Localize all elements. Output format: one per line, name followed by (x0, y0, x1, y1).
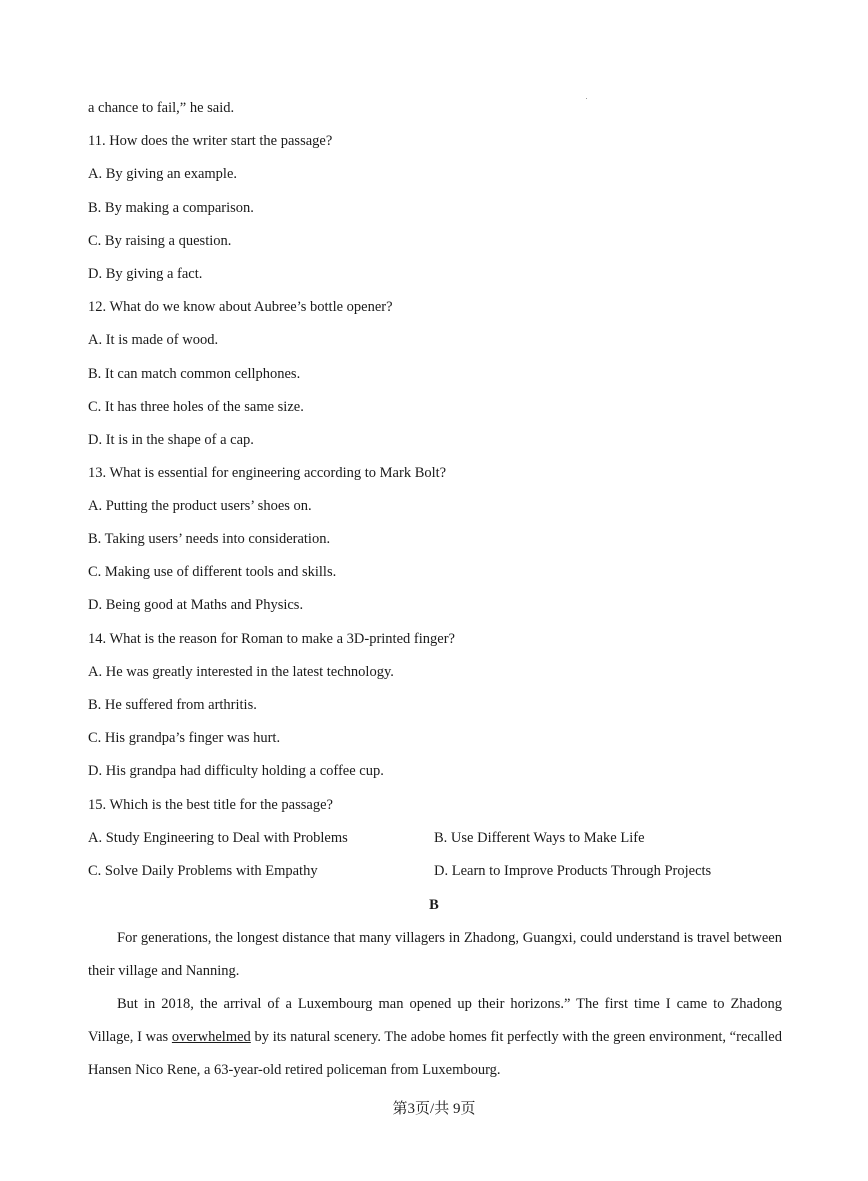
q14-option-d: D. His grandpa had difficulty holding a coffee cup. (88, 763, 384, 779)
question-15: 15. Which is the best title for the passage? (88, 797, 333, 813)
question-12: 12. What do we know about Aubree’s bottle opener? (88, 299, 393, 315)
q12-option-a: A. It is made of wood. (88, 332, 219, 348)
q14-option-a: A. He was greatly interested in the latest technology. (88, 664, 394, 680)
paragraph-2 (88, 988, 782, 1087)
paragraph-1: For generations, the longest distance that many villagers in Zhadong, Guangxi, could understand is travel between their village and Nanning. (88, 930, 782, 979)
paragraph-2-end: by its natural scenery. The adobe homes fit perfectly with the green environment, “recalled Hansen Nico Rene, a 63-year-old retired policeman from Luxembourg. (88, 1029, 782, 1078)
q14-option-c: C. His grandpa’s finger was hurt. (88, 730, 281, 746)
section-heading: B (429, 897, 439, 913)
q15-option-c: C. Solve Daily Problems with Empathy (88, 863, 318, 879)
q15-option-b: B. Use Different Ways to Make Life (434, 830, 645, 846)
passage-ending: a chance to fail,” he said. (88, 100, 235, 116)
paragraph-2-start: But in 2018, the arrival of a Luxembourg man opened up their horizons.” The first time I came to Zhadong Village, I was (88, 996, 782, 1045)
q15-option-a: A. Study Engineering to Deal with Problems (88, 830, 348, 846)
q13-option-a: A. Putting the product users’ shoes on. (88, 498, 312, 514)
q12-option-c: C. It has three holes of the same size. (88, 399, 304, 415)
q15-option-d: D. Learn to Improve Products Through Projects (434, 863, 712, 879)
question-13: 13. What is essential for engineering according to Mark Bolt? (88, 465, 447, 481)
q11-option-a: A. By giving an example. (88, 166, 238, 182)
question-14: 14. What is the reason for Roman to make a 3D-printed finger? (88, 631, 455, 647)
q12-option-d: D. It is in the shape of a cap. (88, 432, 254, 448)
q12-option-b: B. It can match common cellphones. (88, 366, 301, 382)
q11-option-d: D. By giving a fact. (88, 266, 203, 282)
scan-speck (586, 98, 587, 99)
q11-option-c: C. By raising a question. (88, 233, 232, 249)
q13-option-b: B. Taking users’ needs into consideration. (88, 531, 331, 547)
question-11: 11. How does the writer start the passage? (88, 133, 333, 149)
underlined-word: overwhelmed (171, 1029, 251, 1045)
q13-option-d: D. Being good at Maths and Physics. (88, 597, 304, 613)
q14-option-b: B. He suffered from arthritis. (88, 697, 257, 713)
q13-option-c: C. Making use of different tools and skills. (88, 564, 337, 580)
q11-option-b: B. By making a comparison. (88, 200, 254, 216)
page-number: 第3页/共 9页 (392, 1101, 476, 1117)
